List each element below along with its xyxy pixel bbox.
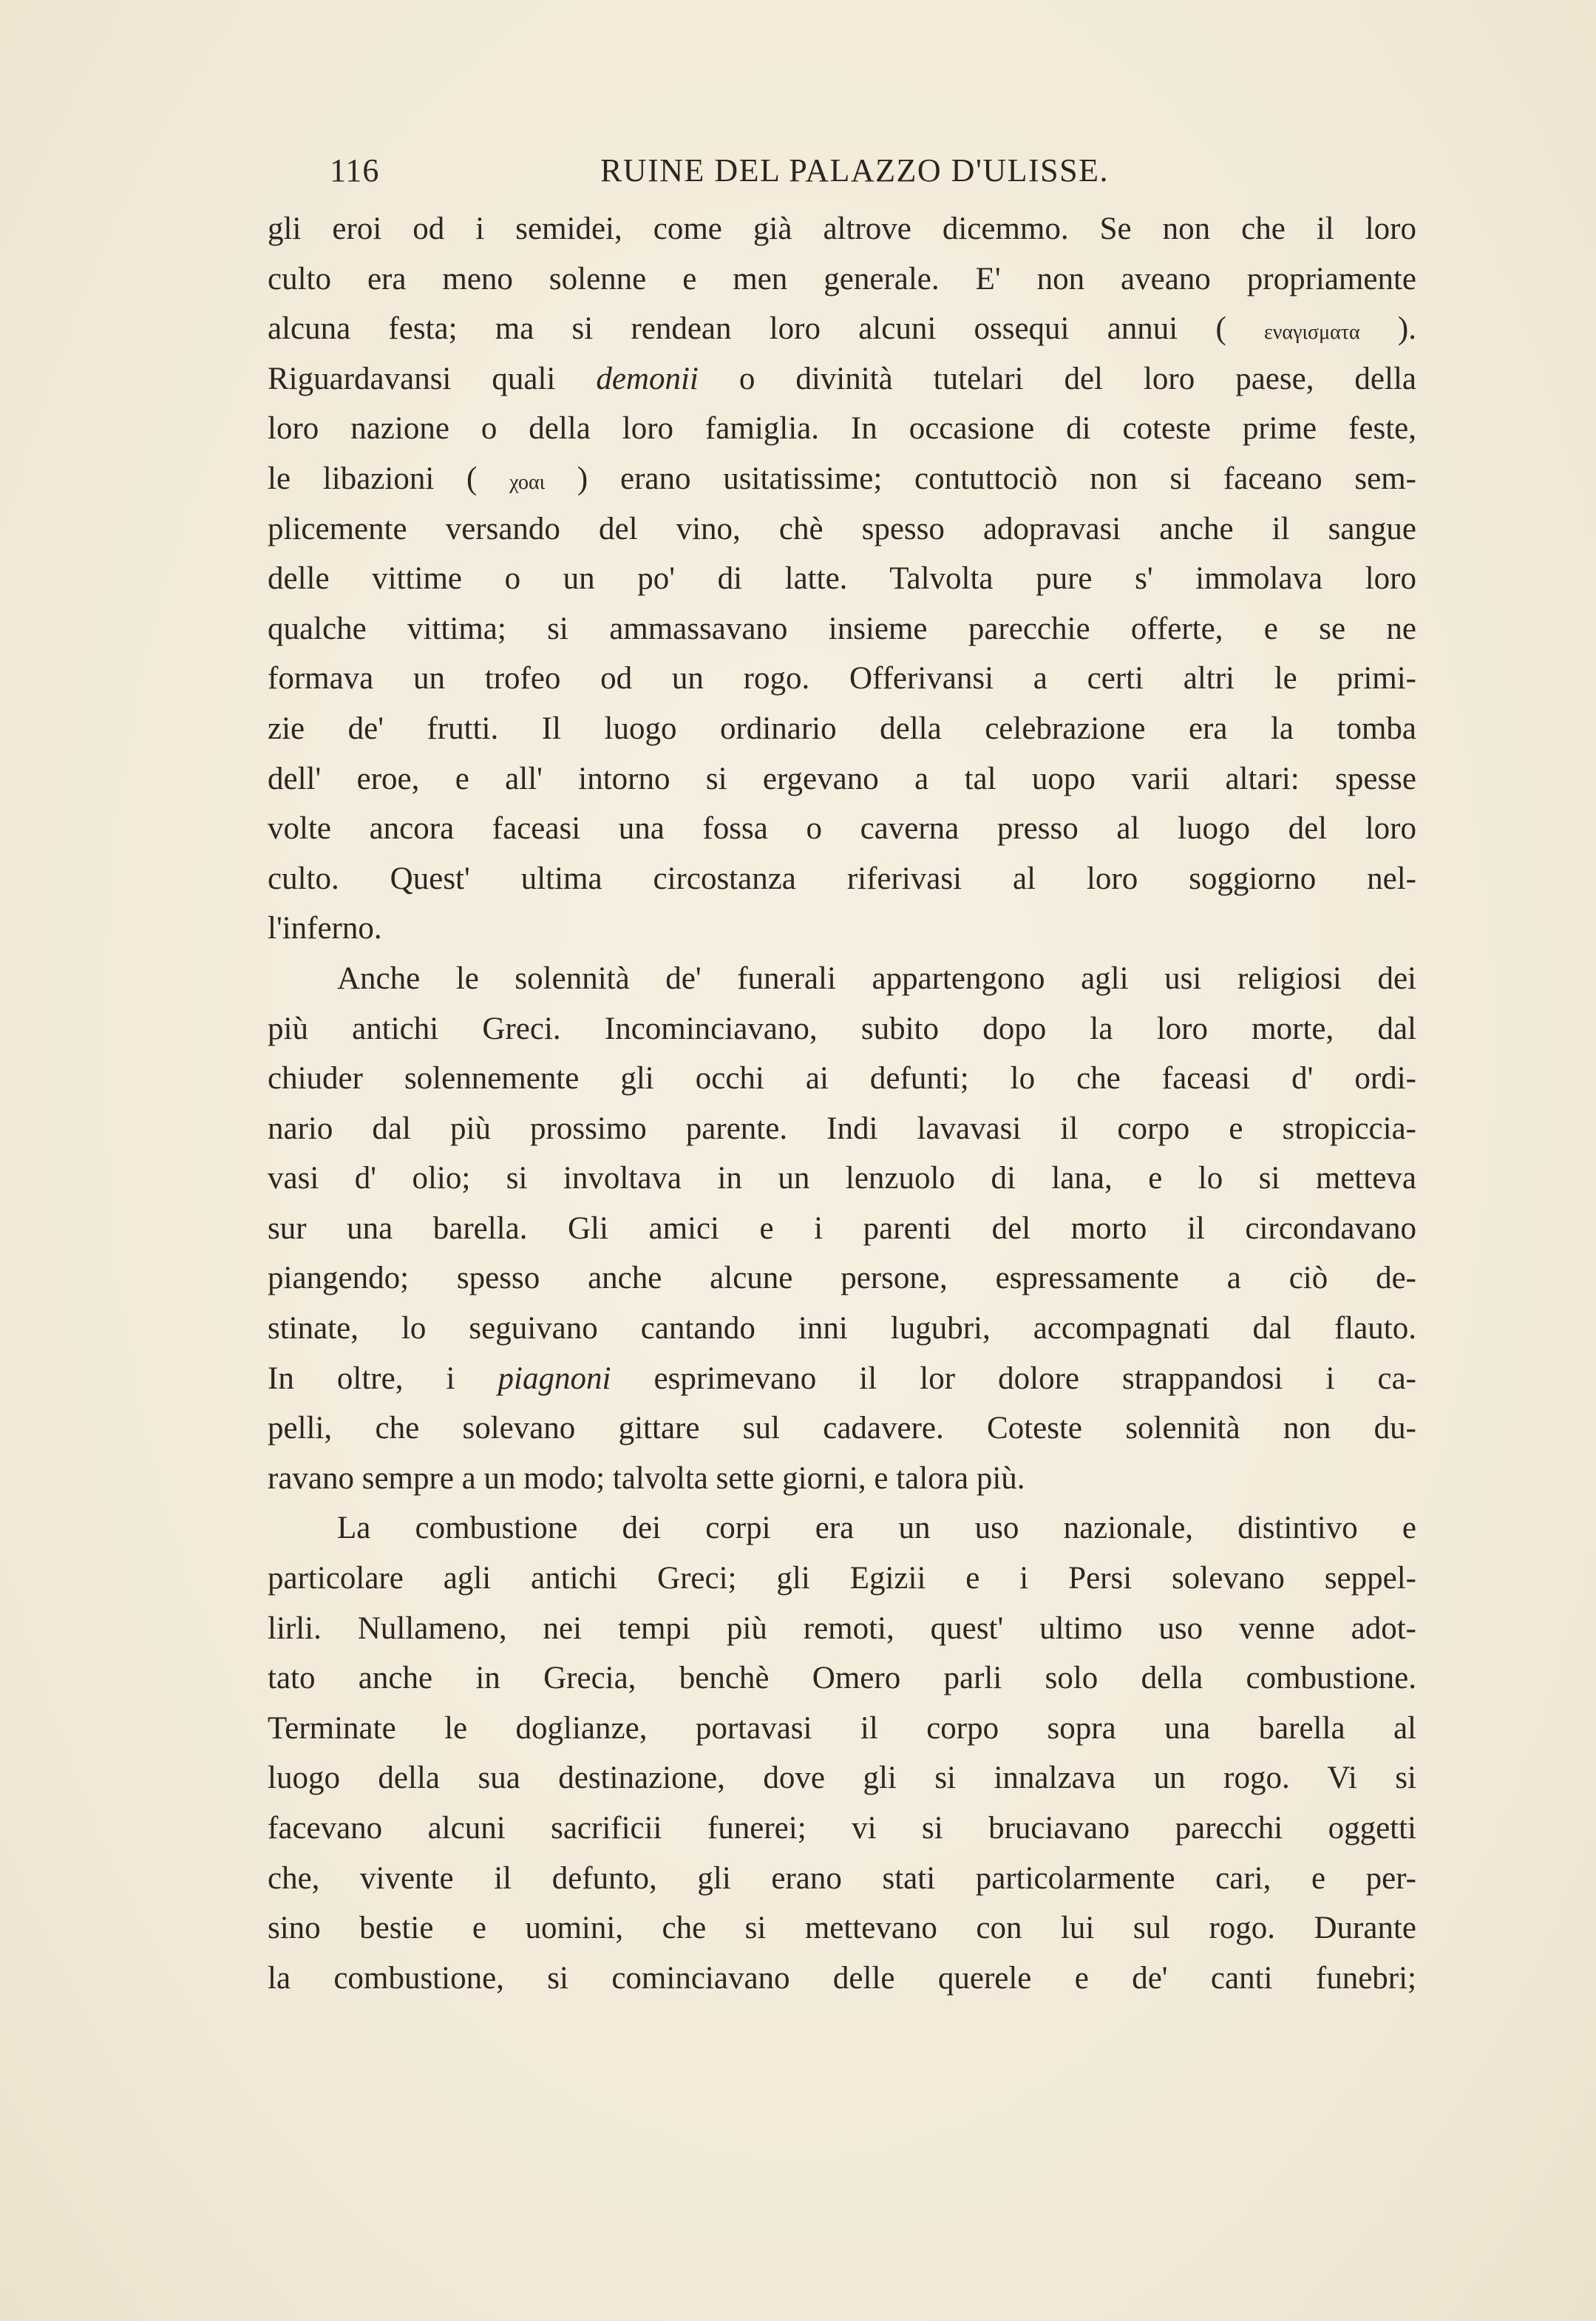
greek-term: χοαι	[509, 470, 546, 494]
text-line: formava un trofeo od un rogo. Offerivansi a certi altri le primi-	[268, 661, 1416, 697]
text-line: vasi d' olio; si involtava in un lenzuolo di lana, e lo si metteva	[268, 1161, 1416, 1196]
text-fragment: esprimevano il lor dolore strappandosi i ca-	[611, 1361, 1416, 1396]
page-header	[330, 152, 1109, 196]
italic-term: demonii	[596, 361, 699, 396]
text-line: facevano alcuni sacrificii funerei; vi si bruciavano parecchi oggetti	[268, 1811, 1416, 1846]
text-fragment: ) erano usitatissime; contuttociò non si faceano sem-	[545, 461, 1416, 496]
text-line: culto era meno solenne e men generale. E' non aveano propriamente	[268, 261, 1416, 297]
text-line	[268, 354, 1416, 404]
text-line: volte ancora faceasi una fossa o caverna presso al luogo del loro	[268, 811, 1416, 847]
text-fragment: ).	[1359, 311, 1416, 347]
text-line: l'inferno.	[268, 911, 382, 946]
text-line: luogo della sua destinazione, dove gli si innalzava un rogo. Vi si	[268, 1761, 1416, 1796]
text-line: che, vivente il defunto, gli erano stati particolarmente cari, e per-	[268, 1860, 1416, 1896]
text-line: gli eroi od i semidei, come già altrove dicemmo. Se non che il loro	[268, 211, 1416, 246]
italic-term: piagnoni	[498, 1361, 611, 1396]
text-line	[268, 304, 1416, 354]
text-line: più antichi Greci. Incominciavano, subito dopo la loro morte, dal	[268, 1011, 1416, 1046]
text-fragment: o divinità tutelari del loro paese, della	[698, 361, 1416, 396]
text-line: sur una barella. Gli amici e i parenti del morto il circondavano	[268, 1210, 1416, 1246]
text-line: lirli. Nullameno, nei tempi più remoti, quest' ultimo uso venne adot-	[268, 1610, 1416, 1646]
text-line: la combustione, si cominciavano delle querele e de' canti funebri;	[268, 1960, 1416, 1996]
body-text	[268, 204, 1416, 2003]
text-line: delle vittime o un po' di latte. Talvolta pure s' immolava loro	[268, 561, 1416, 597]
text-line: culto. Quest' ultima circostanza riferivasi al loro soggiorno nel-	[268, 861, 1416, 896]
text-line: Terminate le doglianze, portavasi il corpo sopra una barella al	[268, 1710, 1416, 1746]
text-line: zie de' frutti. Il luogo ordinario della celebrazione era la tomba	[268, 711, 1416, 746]
text-line: chiuder solennemente gli occhi ai defunti; lo che faceasi d' ordi-	[268, 1061, 1416, 1097]
text-line: dell' eroe, e all' intorno si ergevano a tal uopo varii altari: spesse	[268, 761, 1416, 796]
text-line: pelli, che solevano gittare sul cadavere. Coteste solennità non du-	[268, 1411, 1416, 1446]
page-number: 116	[330, 152, 380, 189]
text-line: stinate, lo seguivano cantando inni lugubri, accompagnati dal flauto.	[268, 1311, 1416, 1346]
text-line: qualche vittima; si ammassavano insieme parecchie offerte, e se ne	[268, 611, 1416, 646]
text-line: La combustione dei corpi era un uso nazionale, distintivo e	[337, 1511, 1416, 1546]
text-line: ravano sempre a un modo; talvolta sette giorni, e talora più.	[268, 1460, 1025, 1496]
text-line: tato anche in Grecia, benchè Omero parli solo della combustione.	[268, 1661, 1416, 1696]
text-line: piangendo; spesso anche alcune persone, espressamente a ciò de-	[268, 1261, 1416, 1296]
text-fragment: alcuna festa; ma si rendean loro alcuni ossequi annui (	[268, 311, 1264, 347]
text-fragment: Riguardavansi quali	[268, 361, 597, 396]
text-line	[268, 454, 1416, 504]
running-title: RUINE DEL PALAZZO D'ULISSE.	[600, 152, 1109, 189]
text-fragment: In oltre, i	[268, 1361, 498, 1396]
text-line	[268, 1354, 1416, 1404]
text-line: loro nazione o della loro famiglia. In occasione di coteste prime feste,	[268, 411, 1416, 447]
text-line: Anche le solennità de' funerali appartengono agli usi religiosi dei	[337, 960, 1416, 996]
text-line: nario dal più prossimo parente. Indi lavavasi il corpo e stropiccia-	[268, 1111, 1416, 1146]
text-line: particolare agli antichi Greci; gli Egizii e i Persi solevano seppel-	[268, 1561, 1416, 1596]
text-line: plicemente versando del vino, chè spesso adopravasi anche il sangue	[268, 511, 1416, 546]
greek-term: εναγισματα	[1264, 321, 1360, 345]
text-line: sino bestie e uomini, che si mettevano con lui sul rogo. Durante	[268, 1911, 1416, 1946]
text-fragment: le libazioni (	[268, 461, 510, 496]
